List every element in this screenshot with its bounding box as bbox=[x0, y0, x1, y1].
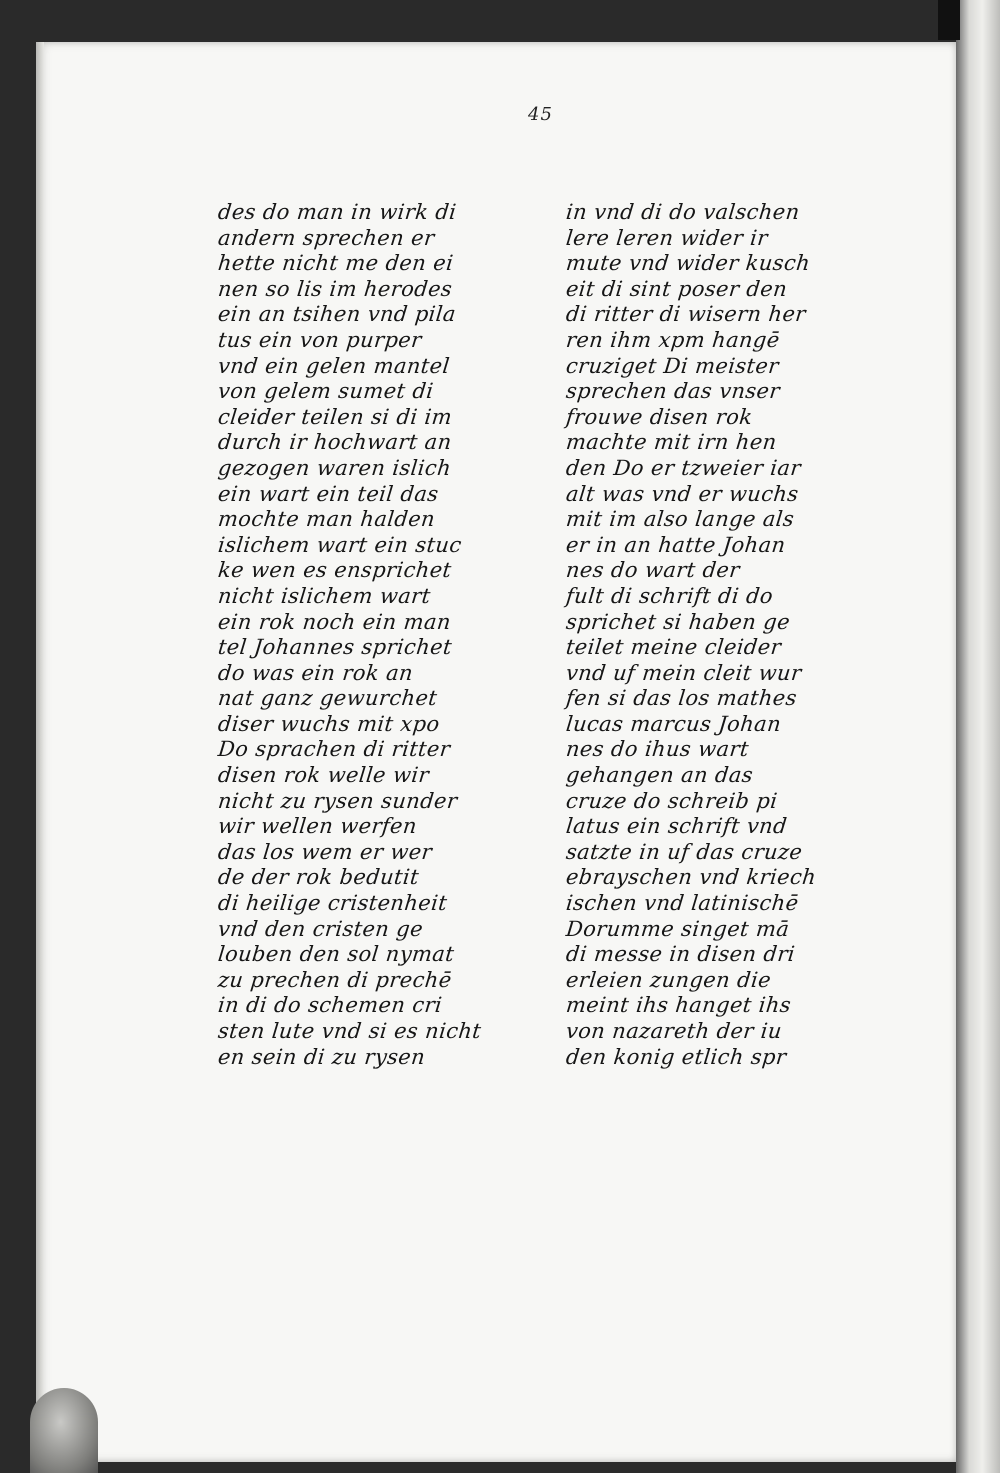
text-line: sten lute vnd si es nicht bbox=[216, 1019, 483, 1043]
text-line: louben den sol nymat bbox=[216, 942, 456, 967]
text-line: vnd uf mein cleit wur bbox=[564, 660, 803, 685]
text-line: ein wart ein teil das bbox=[216, 481, 440, 506]
text-line: mute vnd wider kusch bbox=[564, 251, 812, 276]
text-line: wir wellen werfen bbox=[216, 814, 419, 839]
text-line: ke wen es ensprichet bbox=[216, 558, 453, 583]
text-line: sprechen das vnser bbox=[564, 379, 782, 404]
text-line: ischen vnd latinischē bbox=[564, 891, 800, 916]
text-line: andern sprechen er bbox=[216, 225, 436, 250]
text-line: fen si das los mathes bbox=[564, 686, 799, 711]
text-line: nicht zu rysen sunder bbox=[216, 788, 459, 813]
text-line: hette nicht me den ei bbox=[216, 251, 455, 276]
text-line: ein an tsihen vnd pila bbox=[216, 302, 458, 327]
text-line: lucas marcus Johan bbox=[564, 711, 783, 736]
text-line: in di do schemen cri bbox=[216, 993, 444, 1018]
text-line: von nazareth der iu bbox=[564, 1019, 784, 1043]
text-line: gehangen an das bbox=[564, 763, 755, 788]
text-line: cruziget Di meister bbox=[564, 353, 781, 378]
text-line: vnd ein gelen mantel bbox=[216, 353, 451, 378]
text-line: Dorumme singet mā bbox=[564, 916, 791, 941]
text-line: di heilige cristenheit bbox=[216, 891, 449, 916]
adjacent-page-edge bbox=[956, 0, 1000, 1473]
text-line: den Do er tzweier iar bbox=[564, 455, 803, 480]
text-line: Do sprachen di ritter bbox=[216, 737, 452, 762]
text-line: ren ihm xpm hangē bbox=[564, 327, 781, 352]
text-line: satzte in uf das cruze bbox=[564, 839, 804, 864]
text-line: teilet meine cleider bbox=[564, 635, 783, 660]
text-line: vnd den cristen ge bbox=[216, 916, 425, 941]
text-line: do was ein rok an bbox=[216, 660, 415, 685]
text-line: diser wuchs mit xpo bbox=[216, 711, 441, 736]
text-line: islichem wart ein stuc bbox=[216, 532, 463, 557]
text-line: en sein di zu rysen bbox=[216, 1044, 427, 1069]
text-line: nen so lis im herodes bbox=[216, 276, 454, 301]
text-line: nes do ihus wart bbox=[564, 737, 751, 762]
text-line: er in an hatte Johan bbox=[564, 532, 787, 557]
text-line: erleien zungen die bbox=[564, 967, 773, 992]
text-line: fult di schrift di do bbox=[564, 583, 775, 608]
thumb-holding-page bbox=[30, 1388, 98, 1473]
text-line: ebrayschen vnd kriech bbox=[564, 865, 818, 890]
text-line: lere leren wider ir bbox=[564, 225, 770, 250]
text-line: tel Johannes sprichet bbox=[216, 635, 454, 660]
text-line: di messe in disen dri bbox=[564, 942, 797, 967]
text-line: mochte man halden bbox=[216, 507, 437, 532]
folio-number: 45 bbox=[528, 104, 553, 125]
text-line: durch ir hochwart an bbox=[216, 430, 453, 455]
text-line: di ritter di wisern her bbox=[564, 302, 808, 327]
text-line: gezogen waren islich bbox=[216, 455, 453, 480]
text-line: de der rok bedutit bbox=[216, 865, 421, 890]
binding-shadow bbox=[938, 0, 960, 40]
text-line: alt was vnd er wuchs bbox=[564, 481, 800, 506]
text-line: latus ein schrift vnd bbox=[564, 814, 789, 839]
text-line: frouwe disen rok bbox=[564, 404, 754, 429]
text-line: sprichet si haben ge bbox=[564, 609, 792, 634]
text-column-right bbox=[566, 200, 866, 1070]
text-line: tus ein von purper bbox=[216, 327, 423, 352]
text-line: meint ihs hanget ihs bbox=[564, 993, 793, 1018]
text-line: in vnd di do valschen bbox=[564, 200, 801, 224]
text-line: cruze do schreib pi bbox=[564, 788, 779, 813]
text-line: den konig etlich spr bbox=[564, 1044, 788, 1069]
page-gutter-shadow bbox=[36, 42, 44, 1462]
text-line: mit im also lange als bbox=[564, 507, 796, 532]
text-line: disen rok welle wir bbox=[216, 763, 431, 788]
text-column-left bbox=[218, 200, 518, 1070]
text-line: nat ganz gewurchet bbox=[216, 686, 439, 711]
text-line: ein rok noch ein man bbox=[216, 609, 453, 634]
text-line: nes do wart der bbox=[564, 558, 742, 583]
text-line: von gelem sumet di bbox=[216, 379, 435, 404]
text-line: cleider teilen si di im bbox=[216, 404, 454, 429]
text-line: machte mit irn hen bbox=[564, 430, 778, 455]
text-line: des do man in wirk di bbox=[216, 200, 458, 224]
text-line: eit di sint poser den bbox=[564, 276, 789, 301]
text-line: das los wem er wer bbox=[216, 839, 434, 864]
text-line: nicht islichem wart bbox=[216, 583, 432, 608]
text-line: zu prechen di prechē bbox=[216, 967, 453, 992]
